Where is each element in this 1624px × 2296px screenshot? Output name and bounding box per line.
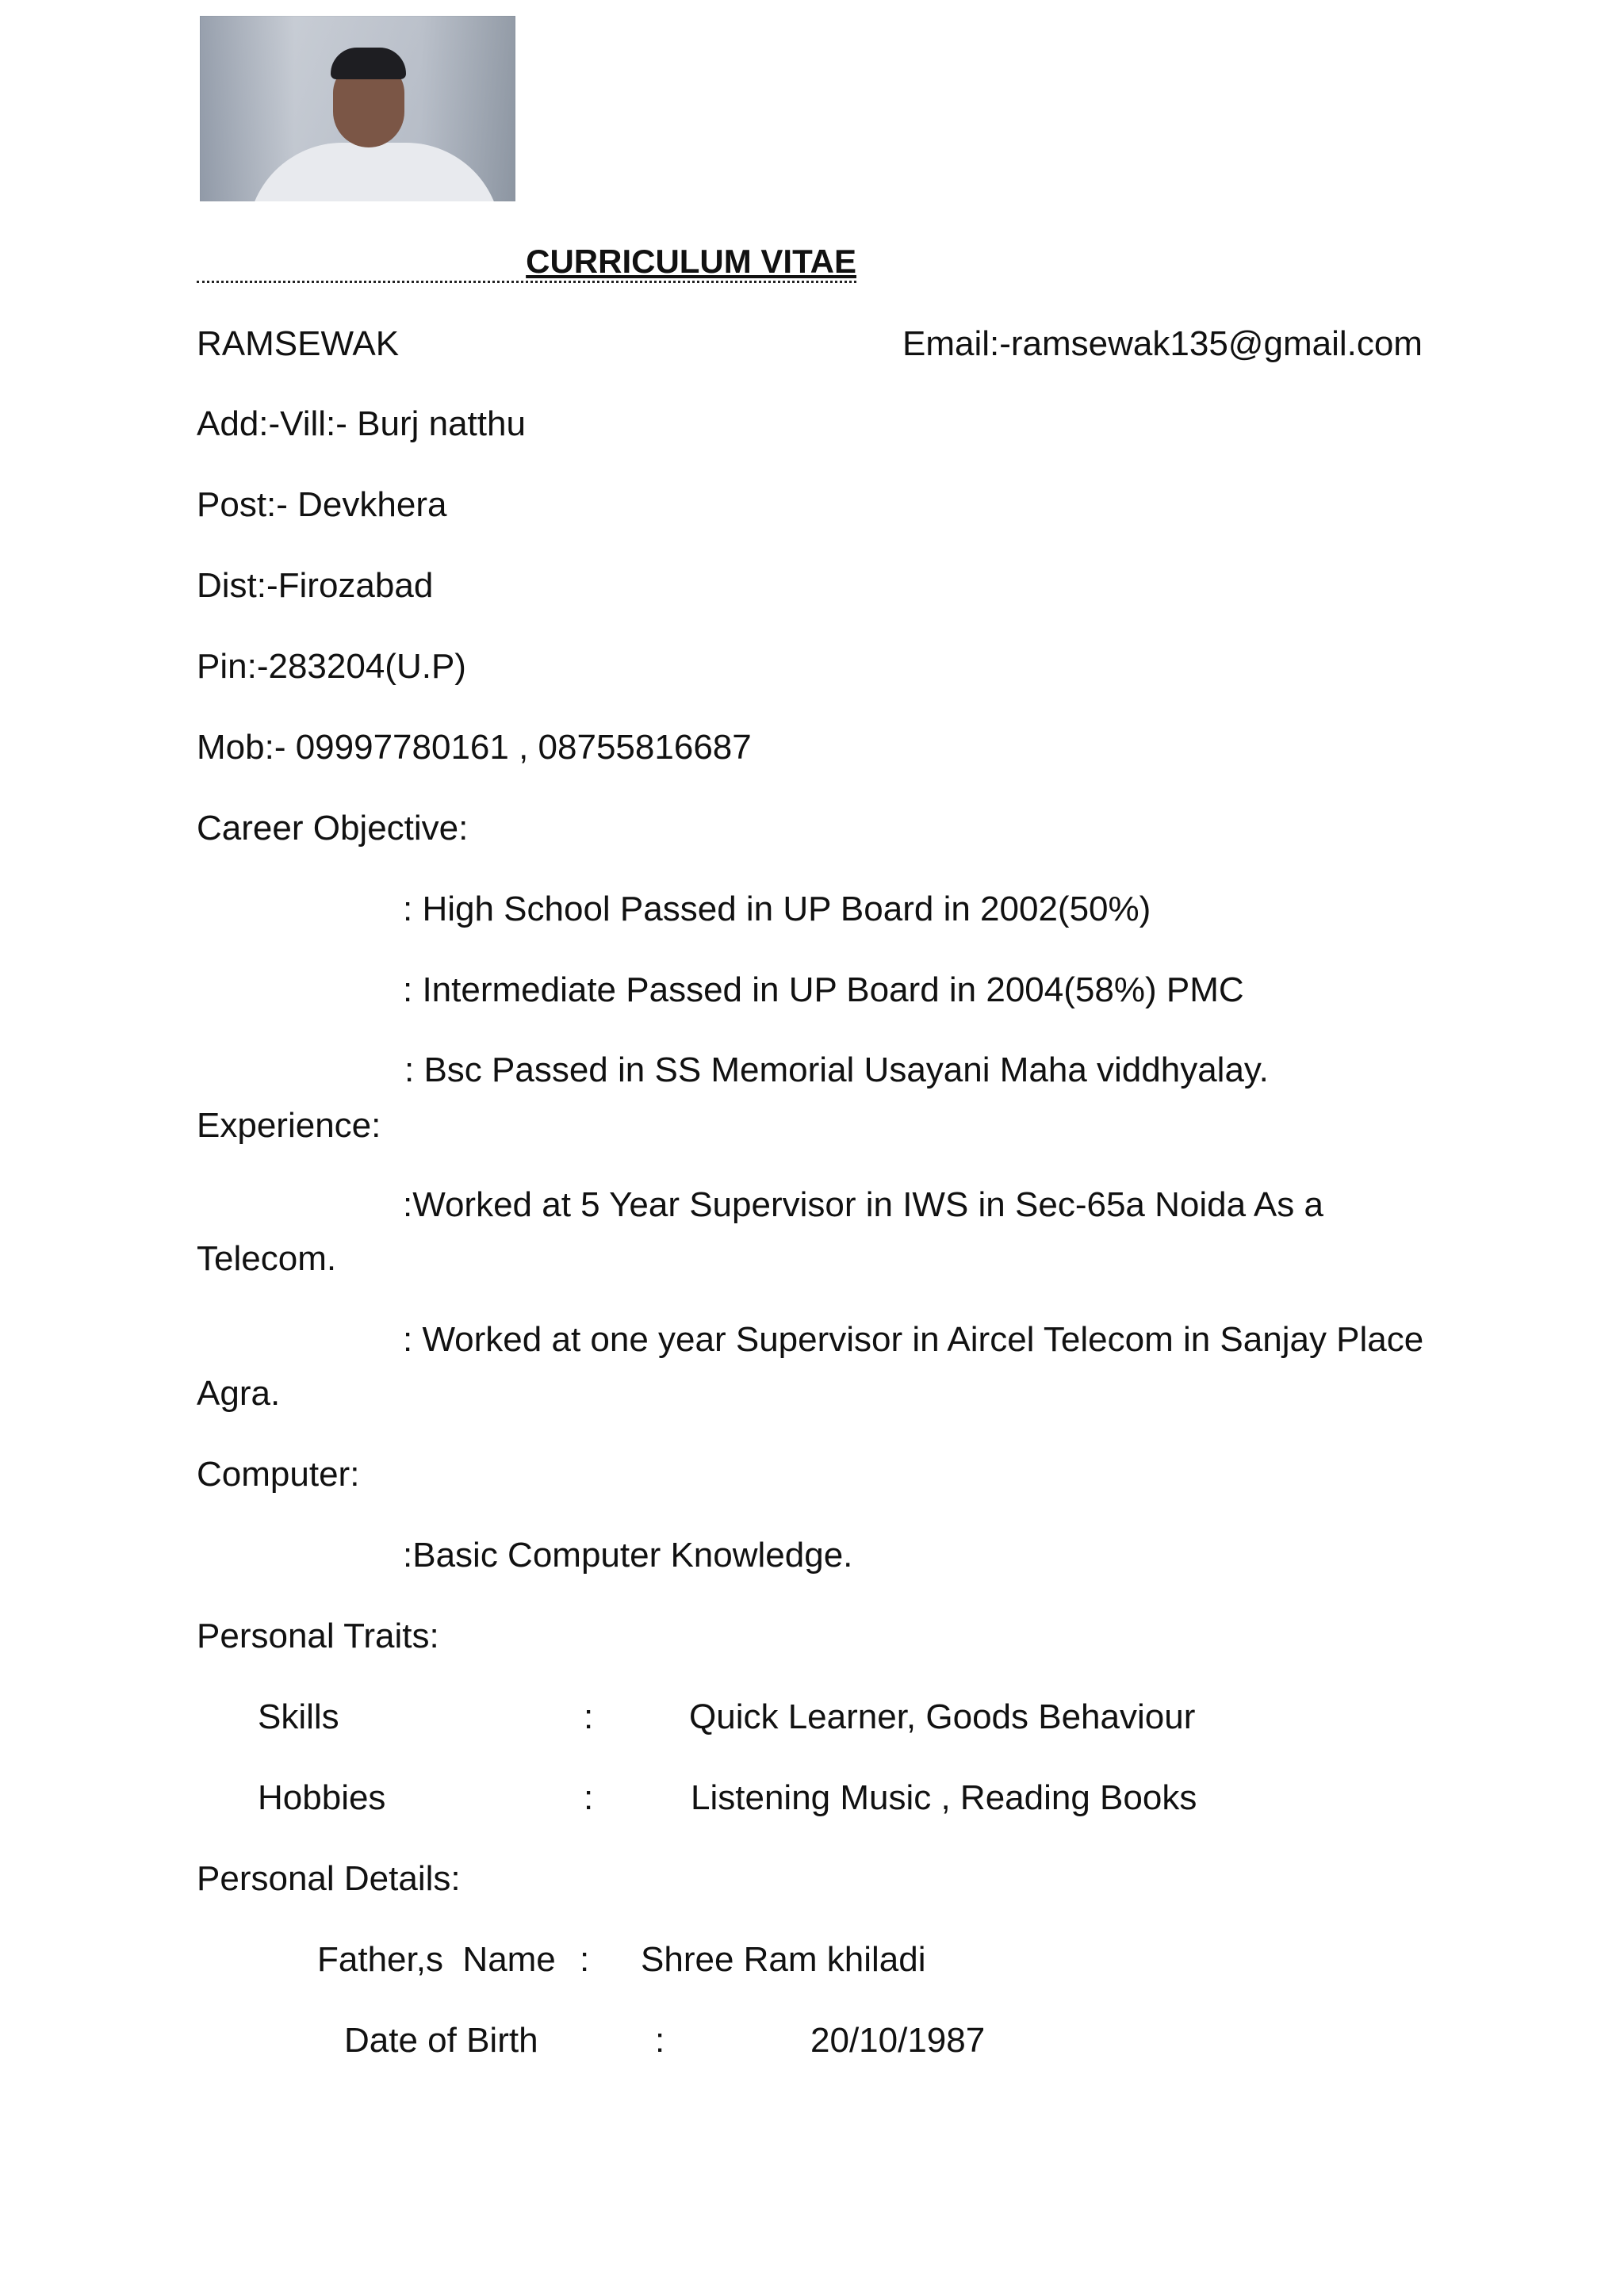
address-district: Dist:-Firozabad	[197, 566, 434, 605]
address-post: Post:- Devkhera	[197, 485, 447, 524]
experience-item: : Worked at one year Supervisor in Aircel Telecom in Sanjay Place	[403, 1320, 1424, 1359]
traits-key: Skills	[258, 1697, 339, 1736]
computer-label: Computer:	[197, 1455, 360, 1494]
personal-traits-label: Personal Traits:	[197, 1617, 439, 1655]
career-item: : High School Passed in UP Board in 2002(50%)	[403, 890, 1151, 928]
applicant-name: RAMSEWAK	[197, 324, 400, 363]
career-item: : Bsc Passed in SS Memorial Usayani Maha viddhyalay.	[404, 1050, 1269, 1089]
details-separator: :	[580, 1940, 590, 1979]
experience-item-continued: Telecom.	[197, 1239, 337, 1278]
details-separator: :	[655, 2021, 665, 2060]
computer-item: :Basic Computer Knowledge.	[403, 1536, 853, 1575]
career-item: : Intermediate Passed in UP Board in 2004(58%) PMC	[403, 970, 1244, 1009]
profile-photo	[200, 16, 515, 201]
experience-label: Experience:	[197, 1106, 381, 1145]
cv-title: CURRICULUM VITAE	[526, 243, 856, 280]
details-value: 20/10/1987	[810, 2021, 986, 2060]
traits-separator: :	[584, 1778, 594, 1817]
cv-heading	[197, 243, 856, 283]
address-village: Add:-Vill:- Burj natthu	[197, 404, 526, 443]
details-key: Father,s Name	[317, 1940, 556, 1979]
address-pin: Pin:-283204(U.P)	[197, 647, 466, 686]
details-key: Date of Birth	[344, 2021, 538, 2060]
experience-item-continued: Agra.	[197, 1374, 281, 1413]
experience-item: :Worked at 5 Year Supervisor in IWS in Sec-65a Noida As a	[403, 1185, 1323, 1224]
career-objective-label: Career Objective:	[197, 809, 469, 848]
traits-value: Quick Learner, Goods Behaviour	[689, 1697, 1196, 1736]
mobile-numbers: Mob:- 09997780161 , 08755816687	[197, 728, 752, 767]
traits-separator: :	[584, 1697, 594, 1736]
details-value: Shree Ram khiladi	[641, 1940, 926, 1979]
traits-value: Listening Music , Reading Books	[691, 1778, 1197, 1817]
personal-details-label: Personal Details:	[197, 1859, 461, 1898]
traits-key: Hobbies	[258, 1778, 386, 1817]
email-address: Email:-ramsewak135@gmail.com	[902, 324, 1423, 363]
